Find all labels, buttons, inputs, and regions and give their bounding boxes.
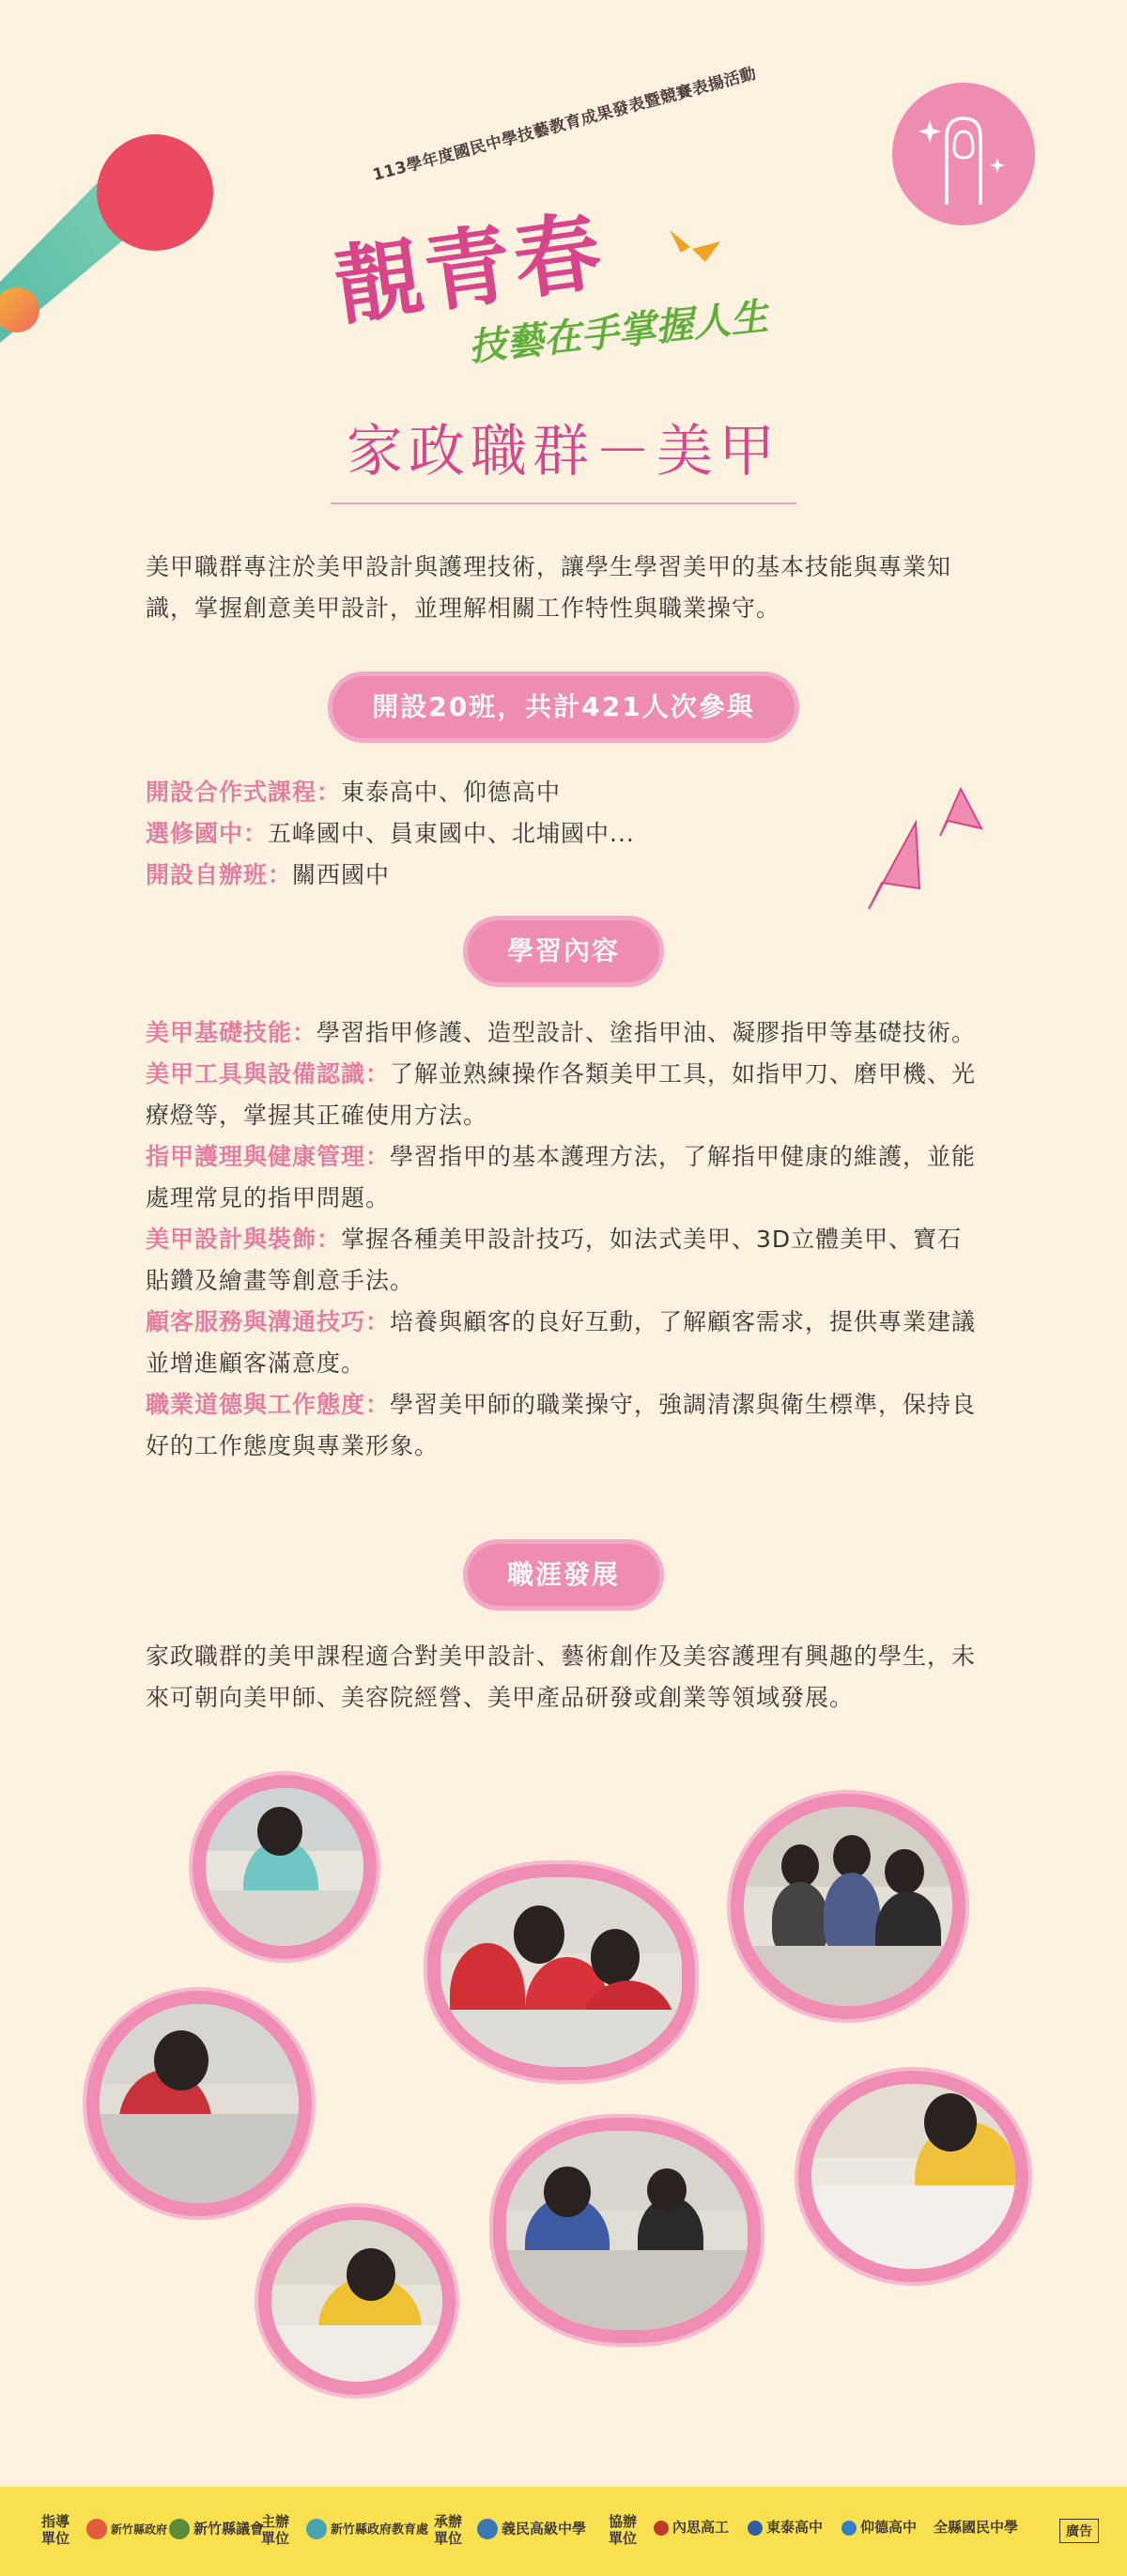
footer-host-1: 新竹縣政府教育處	[306, 2519, 428, 2539]
learning-pill: 學習內容	[468, 920, 659, 982]
county-logo-icon	[86, 2519, 107, 2539]
page-title: 家政職群－美甲	[347, 419, 780, 485]
footer-co-label: 協辦單位	[609, 2513, 638, 2547]
class-photo-5	[798, 2071, 1028, 2282]
comet-decoration	[0, 122, 216, 347]
learning-item: 美甲基礎技能：學習指甲修護、造型設計、塗指甲油、凝膠指甲等基礎技術。	[146, 1019, 977, 1046]
offering-item: 開設自辦班：關西國中	[146, 861, 391, 888]
school-logo-icon	[841, 2521, 857, 2536]
class-photo-3	[731, 1794, 965, 2019]
footer-host-label: 主辦單位	[261, 2513, 290, 2547]
school-logo-icon	[748, 2521, 763, 2536]
offering-item: 開設合作式課程：東泰高中、仰德高中	[146, 779, 562, 806]
learning-item: 顧客服務與溝通技巧：培養與顧客的良好互動，了解顧客需求，提供專業建議並增進顧客滿意度。	[146, 1308, 977, 1377]
career-pill-wrap	[0, 1544, 1127, 1606]
footer-guide-2: 新竹縣議會	[169, 2519, 264, 2539]
learning-item: 職業道德與工作態度：學習美甲師的職業操守，強調清潔與衛生標準，保持良好的工作態度與專業形象。	[146, 1391, 977, 1459]
arrow-decoration-icon	[850, 778, 991, 918]
learning-item: 美甲設計與裝飾：掌握各種美甲設計技巧，如法式美甲、3D立體美甲、寶石貼鑽及繪畫等創意手法。	[146, 1226, 963, 1294]
footer-co-4: 全縣國民中學	[934, 2519, 1019, 2536]
logo-subtitle: 113學年度國民中學技藝教育成果發表暨競賽表揚活動	[370, 64, 759, 186]
footer-co-3: 仰德高中	[841, 2519, 917, 2536]
career-paragraph: 家政職群的美甲課程適合對美甲設計、藝術創作及美容護理有興趣的學生，未來可朝向美甲師、美容院經營、美甲產品研發或創業等領域發展。	[146, 1643, 977, 1711]
footer-co-1: 內思高工	[654, 2519, 729, 2536]
career-pill: 職涯發展	[468, 1544, 659, 1606]
offerings-list	[146, 772, 859, 896]
stats-pill-wrap	[0, 676, 1127, 738]
intro-paragraph: 美甲職群專注於美甲設計與護理技術，讓學生學習美甲的基本技能與專業知識，掌握創意美甲設計，並理解相關工作特性與職業操守。	[146, 553, 952, 622]
logo-tagline: 技藝在手掌握人生	[466, 294, 770, 370]
school-logo-icon	[477, 2519, 498, 2539]
nail-icon-badge	[892, 83, 1035, 225]
class-photo-4	[86, 1991, 312, 2216]
footer-guide-label: 指導單位	[41, 2513, 70, 2547]
sponsor-footer	[0, 2487, 1127, 2576]
council-logo-icon	[169, 2519, 190, 2539]
footer-guide-1: 新竹縣政府	[86, 2519, 167, 2539]
class-photo-6	[493, 2118, 761, 2343]
footer-organizer-label: 承辦單位	[434, 2513, 463, 2547]
class-photo-2	[427, 1864, 695, 2080]
footer-organizer-1: 義民高級中學	[477, 2519, 586, 2539]
sparkle-icon	[662, 221, 728, 277]
finger-nail-icon	[892, 83, 1035, 225]
title-underline	[331, 502, 796, 504]
logo-title: 靚青春	[328, 199, 611, 338]
class-photo-7	[258, 2207, 455, 2395]
school-logo-icon	[654, 2521, 669, 2536]
learning-item: 指甲護理與健康管理：學習指甲的基本護理方法，了解指甲健康的維護，並能處理常見的指甲問題。	[146, 1143, 977, 1211]
offering-item: 選修國中：五峰國中、員東國中、北埔國中...	[146, 820, 635, 847]
stats-pill: 開設20班，共計421人次參與	[332, 676, 794, 738]
learning-list	[146, 1012, 986, 1467]
class-photo-1	[193, 1775, 377, 1959]
ad-badge: 廣告	[1059, 2519, 1099, 2543]
learning-pill-wrap	[0, 920, 1127, 982]
education-dept-logo-icon	[306, 2519, 327, 2539]
footer-co-2: 東泰高中	[748, 2519, 823, 2536]
learning-item: 美甲工具與設備認識：了解並熟練操作各類美甲工具，如指甲刀、磨甲機、光療燈等，掌握其正確使用方法。	[146, 1060, 977, 1129]
